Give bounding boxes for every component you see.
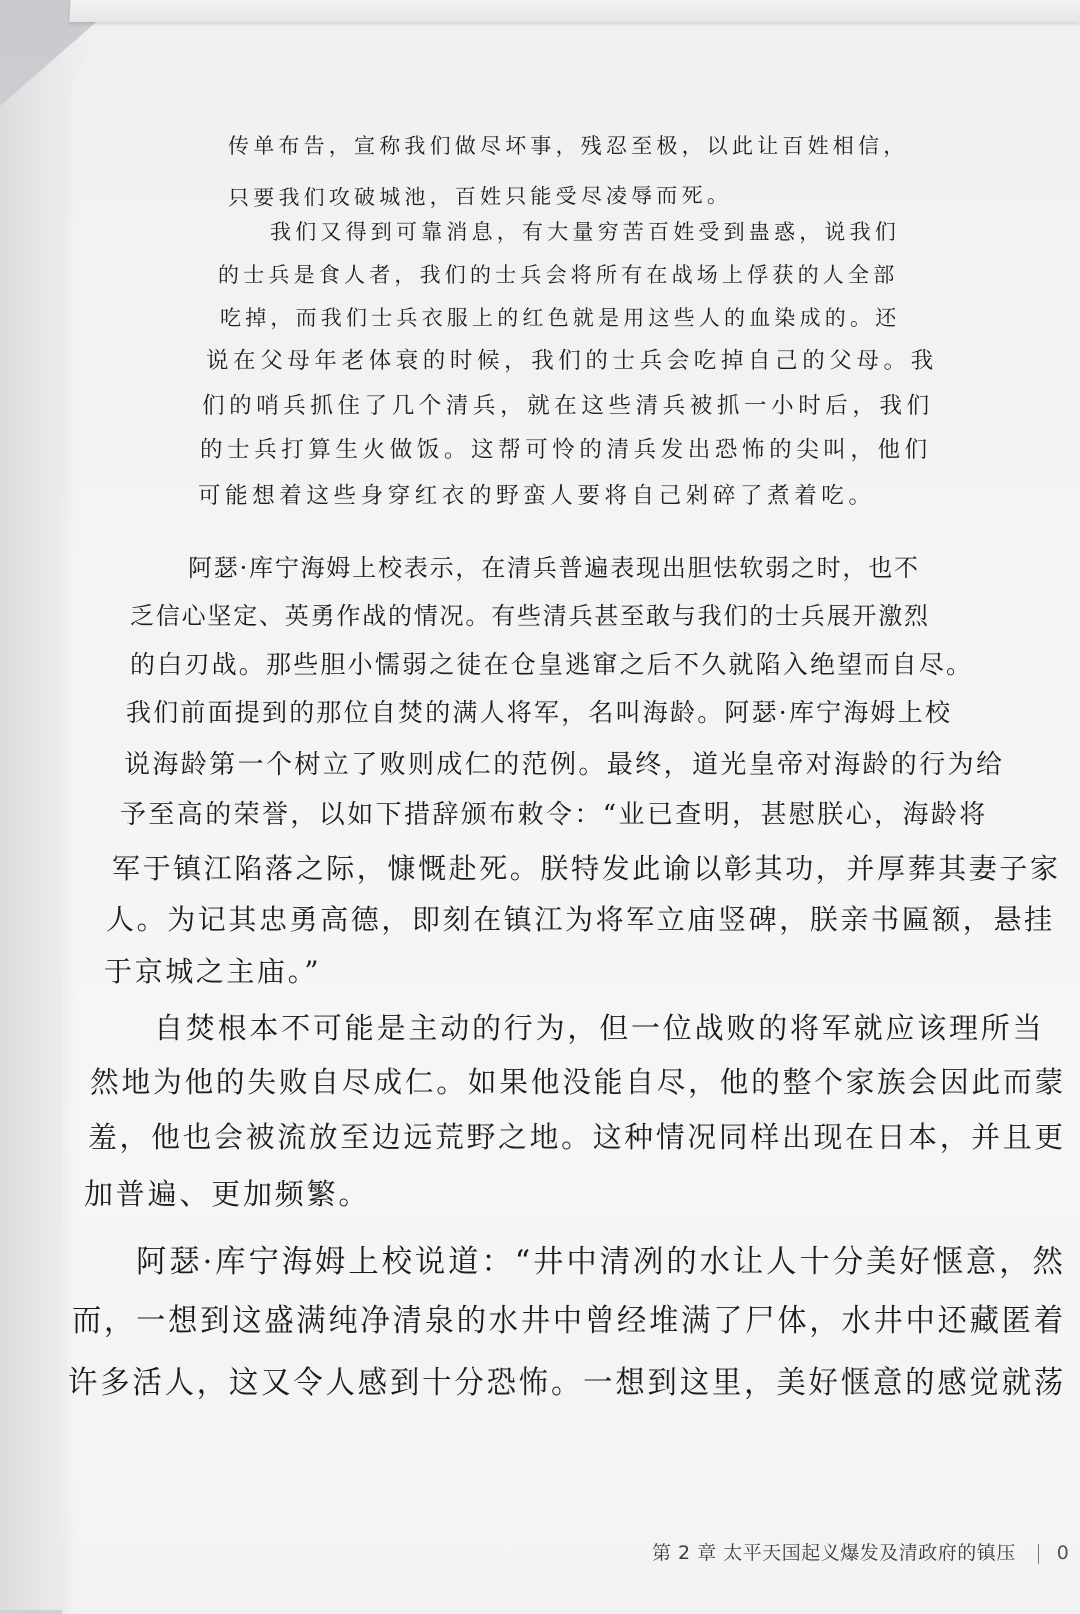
quote-line: 吃掉，而我们士兵衣服上的红色就是用这些人的血染成的。还: [220, 306, 901, 330]
footer-divider: [1038, 1544, 1039, 1564]
quote-line: 只要我们攻破城池，百姓只能受尽凌辱而死。: [227, 183, 733, 210]
body-line: 的白刃战。那些胆小懦弱之徒在仓皇逃窜之后不久就陷入绝望而自尽。: [130, 650, 974, 679]
quote-line: 们的哨兵抓住了几个清兵，就在这些清兵被抓一小时后，我们: [202, 393, 934, 419]
body-line: 然地为他的失败自尽成仁。如果他没能自尽，他的整个家族会因此而蒙: [90, 1065, 1066, 1099]
body-line: 乏信心坚定、英勇作战的情况。有些清兵甚至敢与我们的士兵展开激烈: [130, 602, 930, 630]
body-line: 人。为记其忠勇高德，即刻在镇江为将军立庙竖碑，朕亲书匾额，悬挂: [106, 903, 1055, 936]
body-line: 许多活人，这又令人感到十分恐怖。一想到这里，美好惬意的感觉就荡: [68, 1365, 1067, 1401]
body-line: 我们前面提到的那位自焚的满人将军，名叫海龄。阿瑟·库宁海姆上校: [126, 698, 953, 727]
quote-line: 的士兵是食人者，我们的士兵会将所有在战场上俘获的人全部: [218, 263, 899, 287]
body-line: 于京城之主庙。”: [104, 955, 322, 988]
body-line: 军于镇江陷落之际，慷慨赴死。朕特发此谕以彰其功，并厚葬其妻子家: [112, 852, 1061, 885]
body-line: 予至高的荣誉，以如下措辞颁布敕令：“业已查明，甚慰朕心，海龄将: [120, 800, 988, 830]
quote-line: 的士兵打算生火做饭。这帮可怜的清兵发出恐怖的尖叫，他们: [200, 437, 932, 463]
body-line: 阿瑟·库宁海姆上校说道：“井中清冽的水让人十分美好惬意，然: [136, 1244, 1066, 1280]
body-line: 阿瑟·库宁海姆上校表示，在清兵普遍表现出胆怯软弱之时，也不: [188, 554, 920, 582]
quote-line: 可能想着这些身穿红衣的野蛮人要将自己剁碎了煮着吃。: [198, 483, 876, 509]
body-line: 而，一想到这盛满纯净清泉的水井中曾经堆满了尸体，水井中还藏匿着: [72, 1303, 1066, 1339]
page-number: 0: [1056, 1542, 1070, 1564]
quote-line: 我们又得到可靠消息，有大量穷苦百姓受到蛊惑，说我们: [270, 220, 900, 244]
body-line: 说海龄第一个树立了败则成仁的范例。最终，道光皇帝对海龄的行为给: [124, 750, 1005, 780]
quote-line: 说在父母年老体衰的时候，我们的士兵会吃掉自己的父母。我: [206, 348, 938, 374]
body-line: 加普遍、更加频繁。: [84, 1177, 371, 1211]
body-line: 自焚根本不可能是主动的行为，但一位战败的将军就应该理所当: [154, 1011, 1045, 1045]
chapter-title: 第 2 章 太平天国起义爆发及清政府的镇压: [652, 1542, 1016, 1564]
body-line: 羞，他也会被流放至边远荒野之地。这种情况同样出现在日本，并且更: [88, 1120, 1066, 1154]
quote-line: 传单布告，宣称我们做尽坏事，残忍至极，以此让百姓相信，: [228, 134, 909, 158]
page-footer: [652, 1538, 1069, 1565]
